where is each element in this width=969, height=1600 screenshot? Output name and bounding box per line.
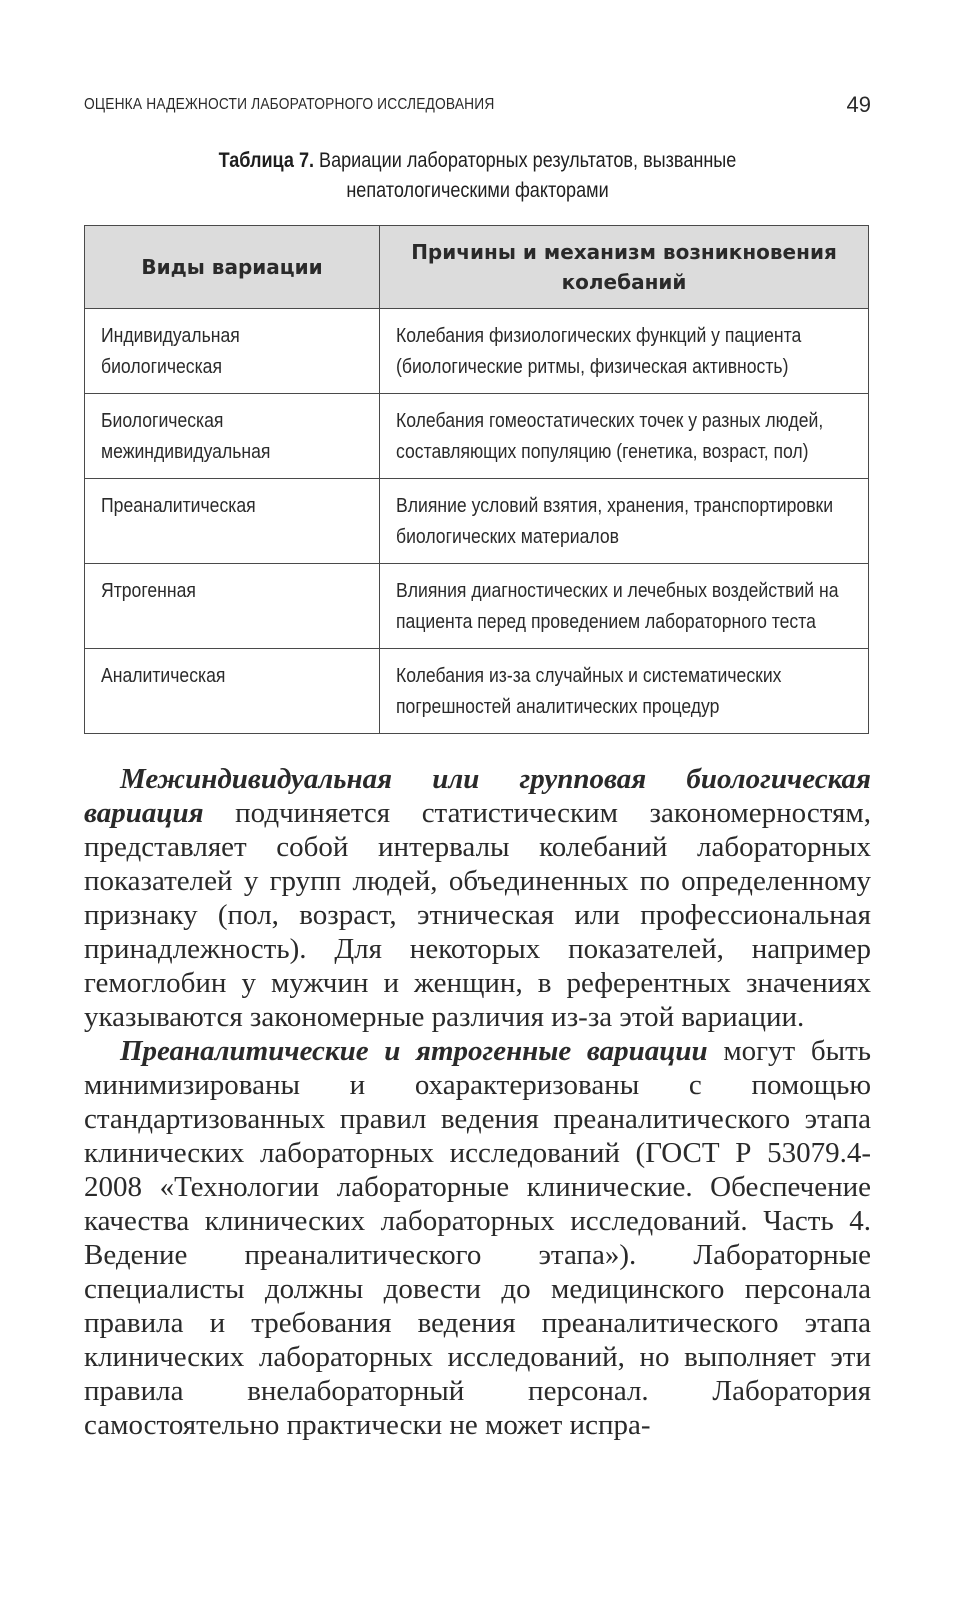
table-row [85, 564, 869, 649]
table-row [85, 309, 869, 394]
cell-text: Колебания гомеостатических точек у разных людей, составляющих популяцию (генетика, возраст, пол) [396, 410, 824, 463]
cell-text: Колебания физиологических функций у пациента (биологические ритмы, физическая активность) [396, 325, 802, 378]
cell-text: Аналитическая [101, 665, 226, 687]
variation-table [84, 225, 869, 734]
paragraph [84, 762, 871, 1034]
paragraph-text: могут быть минимизированы и охарактеризованы с помощью стандартизованных правил ведения преаналитического этапа клинических лабораторных исследований (ГОСТ Р 53079.4-2008 «Технологии лабораторные клинические. Обеспечение качества клинических лабораторных исследований. Часть 4. Ведение преаналитического этапа»). Лабораторные специалисты должны довести до медицинского персонала правила и требования ведения преаналитического этапа клинических лабораторных исследований, но выполняет эти правила внелабораторный персонал. Лаборатория самостоятельно практически не может испра- [84, 1035, 872, 1441]
cell-text: Преаналитическая [101, 495, 256, 517]
table-row [85, 479, 869, 564]
cell-text: Влияние условий взятия, хранения, транспортировки биологических материалов [396, 495, 834, 548]
paragraph-text: подчиняется статистическим закономерностям, представляет собой интервалы колебаний лабораторных показателей у групп людей, объединенных по определенному признаку (пол, возраст, этническая или профессиональная принадлежность). Для некоторых показателей, например гемоглобин у мужчин и женщин, в референтных значениях указываются закономерные различия из-за этой вариации. [84, 797, 871, 1033]
cell-variation-type [85, 394, 380, 479]
table-caption-label: Таблица 7. [218, 149, 315, 172]
cell-cause [380, 309, 869, 394]
running-title: ОЦЕНКА НАДЕЖНОСТИ ЛАБОРАТОРНОГО ИССЛЕДОВАНИЯ [84, 96, 495, 113]
cell-variation-type [85, 649, 380, 734]
page-number: 49 [846, 92, 871, 117]
cell-text: Колебания из-за случайных и систематических погрешностей аналитических процедур [396, 665, 782, 718]
running-header [84, 92, 871, 122]
cell-variation-type [85, 309, 380, 394]
cell-variation-type [85, 479, 380, 564]
body-text [84, 762, 871, 1442]
table-caption [84, 146, 871, 206]
paragraph-lead-term: Преаналитические и ятрогенные вариации [120, 1035, 708, 1067]
cell-text: Индивидуальная биологическая [101, 325, 240, 378]
cell-text: Ятрогенная [101, 580, 196, 602]
table-caption-text: Вариации лабораторных результатов, вызванные непатологическими факторами [319, 149, 737, 202]
table-header-row [85, 226, 869, 309]
table-row [85, 649, 869, 734]
paragraph-lead-term: Межиндивидуальная или групповая биологическая вариация [84, 763, 871, 829]
cell-text: Биологическая межиндивидуальная [101, 410, 271, 463]
cell-text: Влияния диагностических и лечебных воздействий на пациента перед проведением лабораторного теста [396, 580, 839, 633]
cell-cause [380, 479, 869, 564]
table-row [85, 394, 869, 479]
cell-variation-type [85, 564, 380, 649]
header-causes: Причины и механизм возникновения колебаний [380, 226, 869, 309]
cell-cause [380, 649, 869, 734]
cell-cause [380, 564, 869, 649]
cell-cause [380, 394, 869, 479]
header-variation-type: Виды вариации [85, 226, 380, 309]
paragraph [84, 1034, 871, 1442]
